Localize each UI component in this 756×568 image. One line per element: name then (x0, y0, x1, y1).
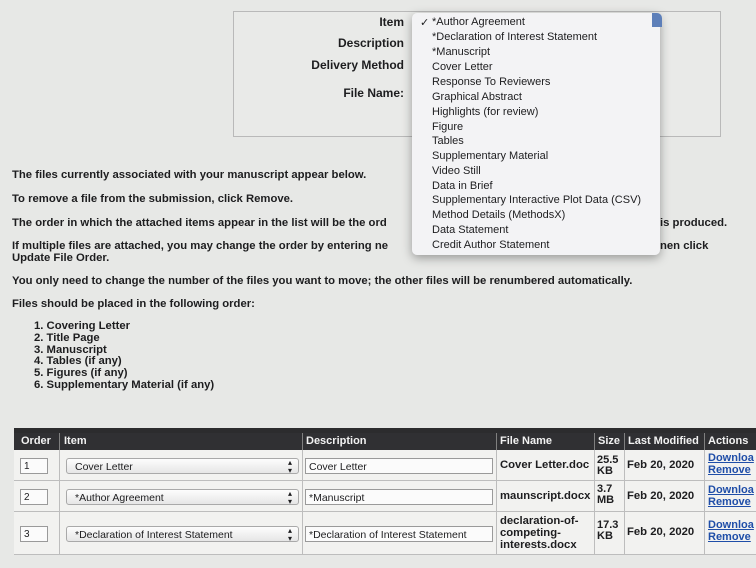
item-select-value: *Author Agreement (75, 492, 164, 504)
dropdown-option-interactive-plot-data[interactable]: Supplementary Interactive Plot Data (CSV) (432, 194, 642, 206)
header-item: Item (64, 435, 87, 447)
dropdown-option-supplementary-material[interactable]: Supplementary Material (432, 150, 549, 162)
list-item: 2. Title Page (34, 331, 100, 344)
file-size-unit: KB (597, 465, 613, 477)
cell-divider (594, 512, 595, 554)
cell-divider (302, 481, 303, 511)
download-link[interactable]: Downloa (708, 484, 754, 496)
delivery-method-label: Delivery Method (311, 58, 404, 72)
dropdown-option-response-to-reviewers[interactable]: Response To Reviewers (432, 76, 551, 88)
header-order: Order (21, 435, 51, 447)
file-size-value: 17.3 (597, 519, 619, 531)
file-name-line: competing- (500, 527, 561, 539)
file-size-unit: MB (597, 494, 615, 506)
instruction-files-associated: The files currently associated with your manuscript appear below. (12, 169, 367, 181)
cell-divider (704, 481, 705, 511)
file-size (597, 520, 618, 542)
last-modified-date: Feb 20, 2020 (627, 459, 695, 471)
file-size (597, 455, 618, 477)
cell-divider (59, 450, 60, 480)
dropdown-option-figure[interactable]: Figure (432, 121, 464, 133)
dropdown-option-tables[interactable]: Tables (432, 135, 464, 147)
cell-divider (59, 481, 60, 511)
table-row (14, 512, 756, 555)
file-order-list (34, 321, 214, 392)
file-name (500, 490, 590, 502)
item-dropdown-menu[interactable] (412, 13, 660, 255)
header-divider (594, 433, 595, 450)
description-input[interactable]: *Declaration of Interest Statement (305, 526, 493, 542)
instruction-update-order: Update File Order. (12, 252, 110, 264)
remove-link[interactable]: Remove (708, 496, 751, 508)
instruction-multiple-start: If multiple files are attached, you may change the order by entering ne (12, 240, 389, 252)
select-arrows-icon: ▴ ▾ (287, 526, 292, 543)
header-divider (496, 433, 497, 450)
file-name-line: Cover Letter.doc (500, 459, 590, 471)
instruction-file-order-heading: Files should be placed in the following order: (12, 298, 255, 310)
dropdown-option-data-statement[interactable]: Data Statement (432, 224, 509, 236)
list-item: 1. Covering Letter (34, 320, 131, 332)
item-label: Item (379, 15, 404, 29)
cell-divider (302, 450, 303, 480)
dropdown-option-cover-letter[interactable]: Cover Letter (432, 61, 493, 73)
cell-divider (594, 481, 595, 511)
dropdown-option-credit-author-statement[interactable]: Credit Author Statement (432, 239, 550, 251)
item-select[interactable] (66, 489, 299, 505)
file-name (500, 459, 589, 471)
instruction-remove: To remove a file from the submission, click Remove. (12, 193, 294, 205)
file-size-unit: KB (597, 530, 613, 542)
checkmark-icon: ✓ (420, 17, 430, 29)
description-input[interactable]: Cover Letter (305, 458, 493, 474)
select-arrows-icon: ▴ ▾ (287, 489, 292, 506)
last-modified-date: Feb 20, 2020 (627, 490, 695, 502)
header-file-name: File Name (500, 435, 552, 447)
order-input[interactable]: 1 (20, 458, 48, 474)
last-modified-date: Feb 20, 2020 (627, 526, 695, 538)
list-item: 3. Manuscript (34, 343, 107, 356)
description-input[interactable]: *Manuscript (305, 489, 493, 505)
dropdown-option-declaration-of-interest[interactable]: *Declaration of Interest Statement (432, 31, 598, 43)
header-divider (624, 433, 625, 450)
dropdown-option-manuscript[interactable]: *Manuscript (432, 46, 491, 58)
item-select-value: *Declaration of Interest Statement (75, 529, 233, 541)
file-name (500, 515, 578, 551)
description-label: Description (337, 36, 404, 50)
list-item: 5. Figures (if any) (34, 367, 128, 380)
table-row (14, 450, 756, 481)
dropdown-option-highlights[interactable]: Highlights (for review) (432, 106, 539, 118)
download-link[interactable]: Downloa (708, 452, 754, 464)
cell-divider (59, 512, 60, 554)
header-divider (704, 433, 705, 450)
instruction-multiple-end: nen click (660, 240, 709, 252)
dropdown-scroll-indicator (652, 13, 662, 27)
dropdown-option-graphical-abstract[interactable]: Graphical Abstract (432, 91, 522, 103)
header-last-modified: Last Modified (628, 435, 699, 447)
cell-divider (496, 512, 497, 554)
dropdown-option-author-agreement[interactable]: *Author Agreement (432, 16, 525, 28)
item-select[interactable] (66, 526, 299, 542)
file-name-line: maunscript.docx (500, 490, 591, 502)
cell-divider (624, 481, 625, 511)
cell-divider (496, 481, 497, 511)
file-name-line: declaration-of- (500, 515, 579, 527)
select-arrows-icon: ▴ ▾ (287, 458, 292, 475)
order-input[interactable]: 3 (20, 526, 48, 542)
dropdown-option-video-still[interactable]: Video Still (432, 165, 481, 177)
list-item: 4. Tables (if any) (34, 355, 122, 368)
dropdown-option-method-details[interactable]: Method Details (MethodsX) (432, 209, 566, 221)
download-link[interactable]: Downloa (708, 519, 754, 531)
instruction-order-start: The order in which the attached items appear in the list will be the ord (12, 217, 387, 229)
file-name-label: File Name: (343, 86, 404, 100)
dropdown-option-data-in-brief[interactable]: Data in Brief (432, 180, 493, 192)
cell-divider (624, 512, 625, 554)
cell-divider (624, 450, 625, 480)
remove-link[interactable]: Remove (708, 531, 751, 543)
table-header (14, 433, 756, 450)
instruction-order-end: is produced. (660, 217, 728, 229)
file-size-value: 25.5 (597, 454, 619, 466)
list-item: 6. Supplementary Material (if any) (34, 378, 215, 391)
remove-link[interactable]: Remove (708, 464, 751, 476)
table-row (14, 481, 756, 512)
header-actions: Actions (708, 435, 749, 447)
header-divider (59, 433, 60, 450)
file-size (597, 484, 614, 506)
file-name-line: interests.docx (500, 539, 577, 551)
cell-divider (594, 450, 595, 480)
header-size: Size (598, 435, 621, 447)
header-description: Description (306, 435, 367, 447)
item-select[interactable] (66, 458, 299, 474)
cell-divider (302, 512, 303, 554)
cell-divider (496, 450, 497, 480)
item-select-value: Cover Letter (75, 461, 133, 473)
header-divider (302, 433, 303, 450)
instruction-renumber: You only need to change the number of the files you want to move; the other files will be renumbered automatically. (12, 275, 633, 287)
file-size-value: 3.7 (597, 483, 613, 495)
cell-divider (704, 512, 705, 554)
order-input[interactable]: 2 (20, 489, 48, 505)
cell-divider (704, 450, 705, 480)
